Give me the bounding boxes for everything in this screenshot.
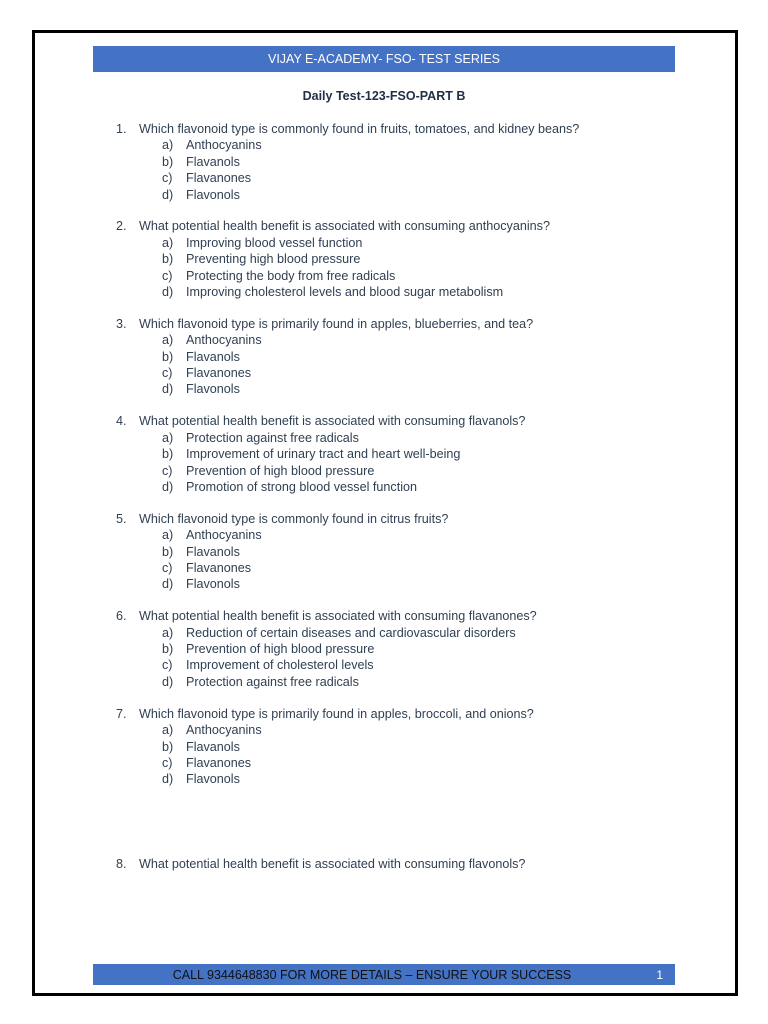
question-4 [0, 413, 768, 495]
answer-option [0, 674, 768, 690]
option-letter: d) [162, 479, 174, 494]
question-list [0, 121, 768, 803]
question-number: 1. [116, 122, 127, 136]
option-text: Flavonols [186, 187, 240, 202]
question-line [0, 121, 768, 137]
question-2 [0, 218, 768, 300]
option-text: Flavonols [186, 382, 240, 397]
option-text: Reduction of certain diseases and cardiovascular disorders [186, 625, 516, 640]
answer-option [0, 560, 768, 576]
footer-text: CALL 9344648830 FOR MORE DETAILS – ENSURE YOUR SUCCESS [172, 967, 572, 982]
question-text: What potential health benefit is associated with consuming anthocyanins? [139, 219, 550, 234]
option-text: Flavanones [186, 755, 252, 770]
option-text: Flavanols [186, 544, 240, 559]
option-letter: d) [162, 577, 174, 592]
answer-option [0, 137, 768, 153]
option-letter: a) [162, 723, 174, 738]
answer-option [0, 251, 768, 267]
option-letter: b) [162, 642, 174, 657]
option-text: Prevention of high blood pressure [186, 642, 375, 657]
answer-option [0, 284, 768, 300]
question-text: Which flavonoid type is primarily found in apples, broccoli, and onions? [139, 706, 534, 721]
option-text: Protecting the body from free radicals [186, 268, 396, 283]
option-letter: d) [162, 187, 174, 202]
answer-option [0, 576, 768, 592]
answer-option [0, 332, 768, 348]
answer-option [0, 479, 768, 495]
question-number: 7. [116, 706, 127, 721]
option-text: Flavonols [186, 577, 240, 592]
question-5 [0, 511, 768, 593]
option-letter: b) [162, 349, 174, 364]
question-number: 2. [116, 219, 127, 234]
question-6 [0, 608, 768, 690]
answer-option [0, 154, 768, 170]
answer-option [0, 755, 768, 771]
option-text: Flavanols [186, 154, 240, 169]
answer-option [0, 430, 768, 446]
answer-option [0, 544, 768, 560]
option-text: Prevention of high blood pressure [186, 463, 375, 478]
question-text: What potential health benefit is associated with consuming flavanones? [139, 609, 537, 624]
option-text: Flavanones [186, 366, 252, 381]
answer-option [0, 722, 768, 738]
answer-option [0, 463, 768, 479]
header-title: VIJAY E-ACADEMY- FSO- TEST SERIES [267, 52, 500, 66]
question-number: 3. [116, 316, 127, 331]
option-letter: c) [162, 268, 173, 283]
option-letter: a) [162, 138, 174, 153]
option-letter: c) [162, 171, 173, 186]
answer-option [0, 625, 768, 641]
option-letter: b) [162, 447, 174, 462]
question-line [0, 856, 768, 872]
question-text: Which flavonoid type is commonly found in citrus fruits? [139, 511, 449, 526]
option-letter: c) [162, 755, 173, 770]
answer-option [0, 170, 768, 186]
answer-option [0, 657, 768, 673]
option-text: Improvement of cholesterol levels [186, 658, 374, 673]
option-letter: c) [162, 366, 173, 381]
question-line [0, 218, 768, 234]
option-text: Anthocyanins [186, 723, 262, 738]
page-number: 1 [656, 967, 663, 982]
question-line [0, 608, 768, 624]
option-letter: a) [162, 625, 174, 640]
option-text: Protection against free radicals [186, 674, 359, 689]
question-3 [0, 316, 768, 398]
option-letter: b) [162, 154, 174, 169]
option-text: Preventing high blood pressure [186, 252, 361, 267]
question-number: 4. [116, 414, 127, 429]
footer-bar [93, 964, 675, 985]
option-text: Flavanones [186, 171, 252, 186]
answer-option [0, 739, 768, 755]
question-line [0, 316, 768, 332]
option-letter: d) [162, 285, 174, 300]
document-title: Daily Test-123-FSO-PART B [302, 89, 466, 103]
answer-option [0, 349, 768, 365]
answer-option [0, 446, 768, 462]
question-line [0, 706, 768, 722]
option-text: Promotion of strong blood vessel function [186, 479, 418, 494]
option-text: Improvement of urinary tract and heart well-being [186, 447, 461, 462]
option-letter: b) [162, 544, 174, 559]
option-letter: b) [162, 739, 174, 754]
option-letter: a) [162, 333, 174, 348]
question-7 [0, 706, 768, 788]
question-text: Which flavonoid type is primarily found in apples, blueberries, and tea? [139, 316, 534, 331]
answer-option [0, 187, 768, 203]
answer-option [0, 235, 768, 251]
option-letter: d) [162, 382, 174, 397]
question-number: 5. [116, 511, 127, 526]
option-letter: c) [162, 560, 173, 575]
option-letter: c) [162, 658, 173, 673]
question-text: Which flavonoid type is commonly found in fruits, tomatoes, and kidney beans? [139, 122, 580, 136]
question-1 [0, 121, 768, 203]
question-line [0, 511, 768, 527]
question-8 [0, 856, 768, 872]
option-text: Anthocyanins [186, 528, 262, 543]
answer-option [0, 381, 768, 397]
header-bar [93, 46, 675, 72]
answer-option [0, 771, 768, 787]
option-text: Flavonols [186, 772, 240, 787]
question-text: What potential health benefit is associated with consuming flavanols? [139, 414, 526, 429]
option-letter: a) [162, 528, 174, 543]
answer-option [0, 641, 768, 657]
option-text: Anthocyanins [186, 138, 262, 153]
option-letter: d) [162, 674, 174, 689]
option-letter: c) [162, 463, 173, 478]
question-line [0, 413, 768, 429]
option-text: Flavanols [186, 349, 240, 364]
option-text: Anthocyanins [186, 333, 262, 348]
option-letter: b) [162, 252, 174, 267]
option-letter: a) [162, 430, 174, 445]
answer-option [0, 268, 768, 284]
question-text: What potential health benefit is associated with consuming flavonols? [139, 857, 526, 871]
option-text: Improving cholesterol levels and blood sugar metabolism [186, 285, 504, 300]
option-letter: d) [162, 772, 174, 787]
answer-option [0, 365, 768, 381]
option-text: Flavanols [186, 739, 240, 754]
answer-option [0, 527, 768, 543]
question-number: 6. [116, 609, 127, 624]
option-text: Improving blood vessel function [186, 235, 363, 250]
option-text: Protection against free radicals [186, 430, 359, 445]
option-text: Flavanones [186, 560, 252, 575]
question-number: 8. [116, 857, 127, 871]
option-letter: a) [162, 235, 174, 250]
